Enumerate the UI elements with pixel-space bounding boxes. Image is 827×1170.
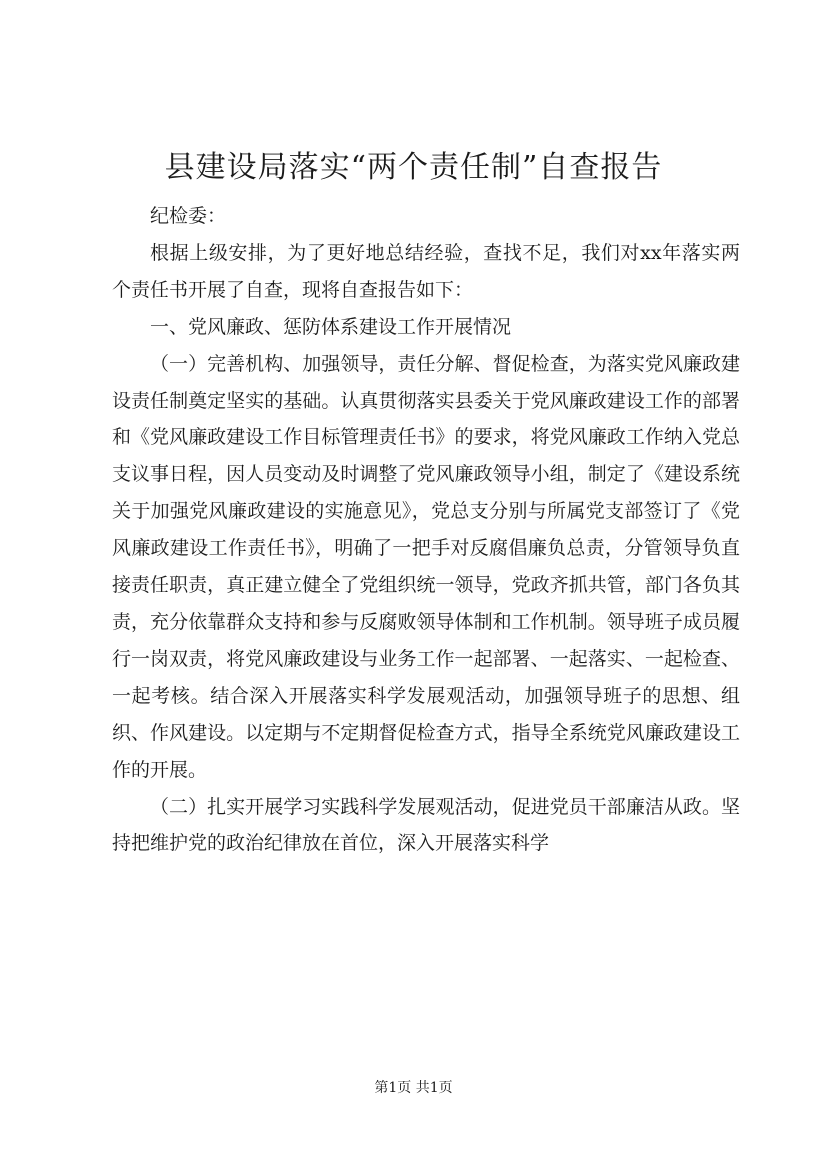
intro-paragraph: 根据上级安排，为了更好地总结经验，查找不足，我们对xx年落实两个责任书开展了自查，现将自查报告如下：: [112, 241, 740, 301]
body-paragraph: （一）完善机构、加强领导，责任分解、督促检查，为落实党风廉政建设责任制奠定坚实的基础。认真贯彻落实县委关于党风廉政建设工作的部署和《党风廉政建设工作目标管理责任书》的要求，将党风廉政工作纳入党总支议事日程，因人员变动及时调整了党风廉政领导小组，制定了《建设系统关于加强党风廉政建设的实施意见》，党总支分别与所属党支部签订了《党风廉政建设工作责任书》，明确了一把手对反腐倡廉负总责，分管领导负直接责任职责，真正建立健全了党组织统一领导，党政齐抓共管，部门各负其责，充分依靠群众支持和参与反腐败领导体制和工作机制。领导班子成员履行一岗双责，将党风廉政建设与业务工作一起部署、一起落实、一起检查、一起考核。结合深入开展落实科学发展观活动，加强领导班子的思想、组织、作风建设。以定期与不定期督促检查方式，指导全系统党风廉政建设工作的开展。: [112, 352, 740, 781]
document-body: [112, 198, 740, 862]
section-heading: 一、党风廉政、惩防体系建设工作开展情况: [150, 315, 512, 338]
salutation: 纪检委：: [150, 205, 227, 227]
document-title: 县建设局落实“两个责任制”自查报告: [164, 150, 663, 185]
body-paragraph: （二）扎实开展学习实践科学发展观活动，促进党员干部廉洁从政。坚持把维护党的政治纪律放在首位，深入开展落实科学: [112, 795, 740, 855]
page-footer: 第1页 共1页: [374, 1080, 453, 1096]
